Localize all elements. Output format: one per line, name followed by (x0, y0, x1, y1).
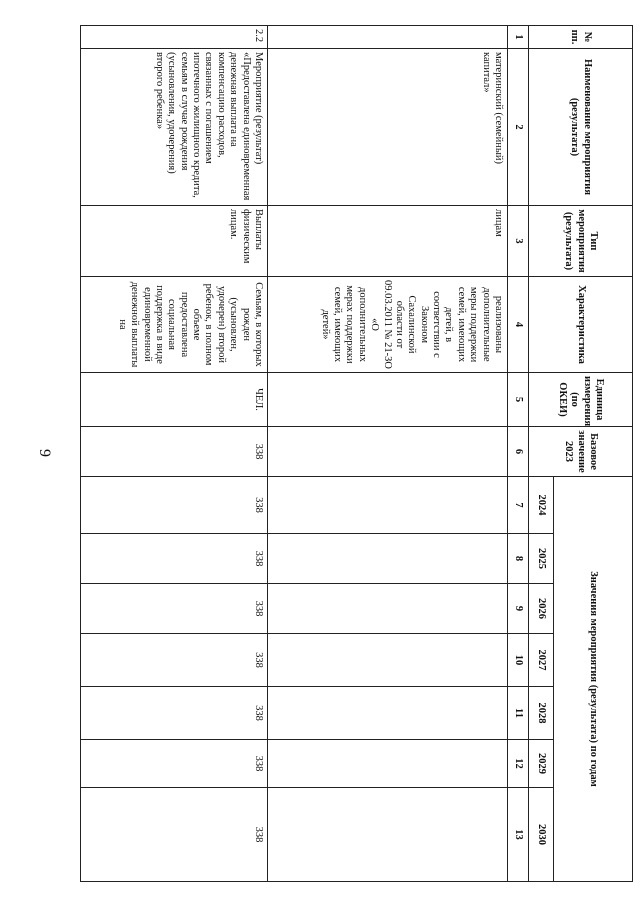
column-number: 7 (508, 477, 529, 534)
header-year: 2028 (529, 687, 554, 740)
cell-value: 338 (81, 634, 268, 687)
header-values-group: Значения мероприятия (результата) по годам (554, 477, 633, 882)
column-number: 4 (508, 277, 529, 373)
column-number: 12 (508, 740, 529, 788)
cell-value: 338 (81, 788, 268, 882)
cell-no (268, 26, 508, 49)
cell-unit (268, 373, 508, 427)
cell-no: 2.2 (81, 26, 268, 49)
column-number: 3 (508, 206, 529, 277)
header-description: Характеристика (529, 277, 633, 373)
cell-value (268, 740, 508, 788)
header-no: № пп. (529, 26, 633, 49)
header-unit: Единица измерения (по ОКЕИ) (529, 373, 633, 427)
header-year: 2030 (529, 788, 554, 882)
cell-value (268, 534, 508, 584)
header-year: 2025 (529, 534, 554, 584)
header-year: 2027 (529, 634, 554, 687)
column-number: 8 (508, 534, 529, 584)
column-number: 11 (508, 687, 529, 740)
cell-value: 338 (81, 534, 268, 584)
header-base: Базовое значение 2023 (529, 427, 633, 477)
cell-value (268, 584, 508, 634)
column-number: 5 (508, 373, 529, 427)
cell-description: реализованы дополнительные меры поддержки семей, имеющих детей, в соответствии с Законом Сахалинской области от 09.03.2011 № 21-ЗО «О дополнительных мерах поддержки семей, имеющих детей» (268, 277, 508, 373)
cell-name: материнский (семейный) капитал» (268, 49, 508, 206)
column-number-row (508, 26, 529, 882)
cell-value: 338 (81, 740, 268, 788)
header-year: 2026 (529, 584, 554, 634)
cell-type: лицам (268, 206, 508, 277)
header-year: 2029 (529, 740, 554, 788)
column-number: 9 (508, 584, 529, 634)
column-number: 13 (508, 788, 529, 882)
cell-type: Выплаты физическим лицам. (81, 206, 268, 277)
cell-value: 338 (81, 687, 268, 740)
table-row (268, 26, 508, 882)
cell-value: 338 (81, 477, 268, 534)
table-row (81, 26, 268, 882)
cell-description: Семьям, в которых рожден (усыновлен, удочерен) второй ребенок, в полном объеме предоставлена социальная поддержка в виде единовременной денежной выплаты на (81, 277, 268, 373)
cell-value (268, 687, 508, 740)
cell-value: 338 (81, 584, 268, 634)
header-name: Наименование мероприятия (результата) (529, 49, 633, 206)
measures-table (80, 25, 633, 882)
header-row (554, 26, 633, 882)
cell-name: Мероприятие (результат) «Предоставлена единовременная денежная выплата на компенсацию расходов, связанных с погашением ипотечного жилищного кредита, семьям в случае рождения (усыновления, удочерения) второго ребенка» (81, 49, 268, 206)
header-year: 2024 (529, 477, 554, 534)
cell-base: 338 (81, 427, 268, 477)
column-number: 2 (508, 49, 529, 206)
cell-base (268, 427, 508, 477)
page-number: 9 (36, 449, 53, 457)
column-number: 6 (508, 427, 529, 477)
cell-unit: ЧЕЛ. (81, 373, 268, 427)
cell-value (268, 634, 508, 687)
header-type: Тип мероприятия (результата) (529, 206, 633, 277)
cell-value (268, 788, 508, 882)
rotated-page (80, 25, 633, 881)
column-number: 1 (508, 26, 529, 49)
cell-value (268, 477, 508, 534)
column-number: 10 (508, 634, 529, 687)
